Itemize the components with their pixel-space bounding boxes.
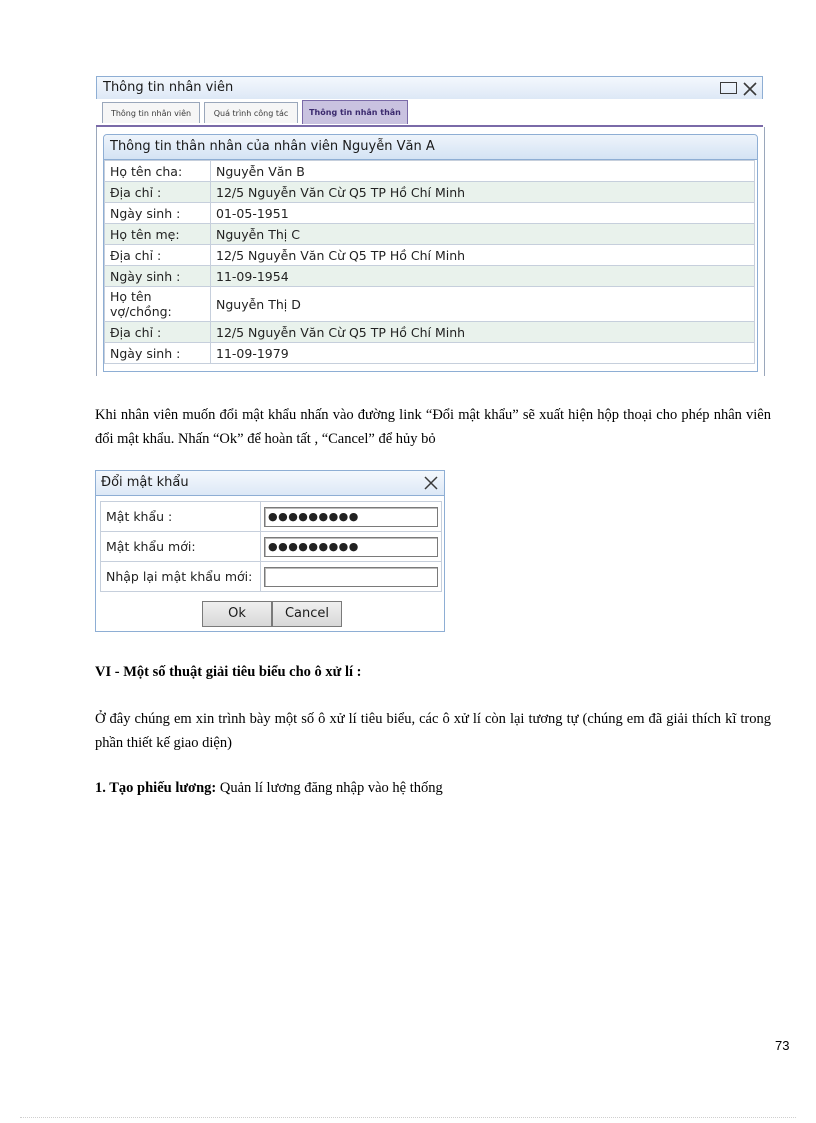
table-row: Họ tên cha: Nguyễn Văn B xyxy=(105,161,755,182)
password-label: Mật khẩu : xyxy=(101,502,261,532)
form-row xyxy=(101,532,442,562)
family-info-header: Thông tin thân nhân của nhân viên Nguyễn Văn A xyxy=(104,135,757,160)
tab-work-history[interactable]: Quá trình công tác xyxy=(204,102,298,123)
table-row: Họ tên vợ/chồng: Nguyễn Thị D xyxy=(105,287,755,322)
cancel-button[interactable]: Cancel xyxy=(272,601,342,627)
close-icon[interactable] xyxy=(423,475,439,491)
employee-info-window xyxy=(96,76,763,376)
new-password-label: Mật khẩu mới: xyxy=(101,532,261,562)
family-info-box xyxy=(103,134,758,372)
password-form xyxy=(100,501,442,592)
item-label: 1. Tạo phiếu lương: xyxy=(95,780,217,796)
new-password-input[interactable]: ●●●●●●●●● xyxy=(264,537,438,557)
password-dialog-titlebar xyxy=(96,471,444,496)
close-icon[interactable] xyxy=(742,81,758,97)
table-row: Ngày sinh : 11-09-1954 xyxy=(105,266,755,287)
paragraph-change-password: Khi nhân viên muốn đổi mật khẩu nhấn vào đường link “Đổi mật khẩu” sẽ xuất hiện hộp thoại cho phép nhân viên đổi mật khẩu. Nhấn “Ok” để hoàn tất , “Cancel” để hủy bỏ xyxy=(95,407,771,447)
ok-button[interactable]: Ok xyxy=(202,601,272,627)
employee-window-titlebar xyxy=(96,76,763,99)
form-row xyxy=(101,562,442,592)
family-info-table xyxy=(104,160,755,364)
password-input[interactable]: ●●●●●●●●● xyxy=(264,507,438,527)
table-row: Địa chỉ : 12/5 Nguyễn Văn Cừ Q5 TP Hồ Chí Minh xyxy=(105,245,755,266)
table-row: Ngày sinh : 01-05-1951 xyxy=(105,203,755,224)
employee-window-title: Thông tin nhân viên xyxy=(103,80,234,95)
family-info-panel xyxy=(96,127,765,376)
section-heading: VI - Một số thuật giải tiêu biểu cho ô xử lí : xyxy=(95,664,362,680)
table-row: Ngày sinh : 11-09-1979 xyxy=(105,343,755,364)
paragraph-algorithms: Ở đây chúng em xin trình bày một số ô xử lí tiêu biểu, các ô xử lí còn lại tương tự (chúng em đã giải thích kĩ trong phần thiết kế giao diện) xyxy=(95,711,771,751)
table-row: Họ tên mẹ: Nguyễn Thị C xyxy=(105,224,755,245)
maximize-icon[interactable] xyxy=(720,82,737,94)
divider xyxy=(20,1117,796,1118)
confirm-password-label: Nhập lại mật khẩu mới: xyxy=(101,562,261,592)
table-row: Địa chỉ : 12/5 Nguyễn Văn Cừ Q5 TP Hồ Chí Minh xyxy=(105,322,755,343)
form-row xyxy=(101,502,442,532)
item-text: Quản lí lương đăng nhập vào hệ thống xyxy=(219,780,443,796)
confirm-password-input[interactable] xyxy=(264,567,438,587)
tab-family-info[interactable]: Thông tin nhân thân xyxy=(302,100,408,124)
page-number: 73 xyxy=(775,1038,790,1053)
tab-employee-info[interactable]: Thông tin nhân viên xyxy=(102,102,200,123)
password-dialog-title: Đổi mật khẩu xyxy=(101,475,189,490)
tab-strip xyxy=(96,99,763,127)
table-row: Địa chỉ : 12/5 Nguyễn Văn Cừ Q5 TP Hồ Chí Minh xyxy=(105,182,755,203)
list-item xyxy=(95,776,771,800)
change-password-dialog xyxy=(95,470,445,632)
